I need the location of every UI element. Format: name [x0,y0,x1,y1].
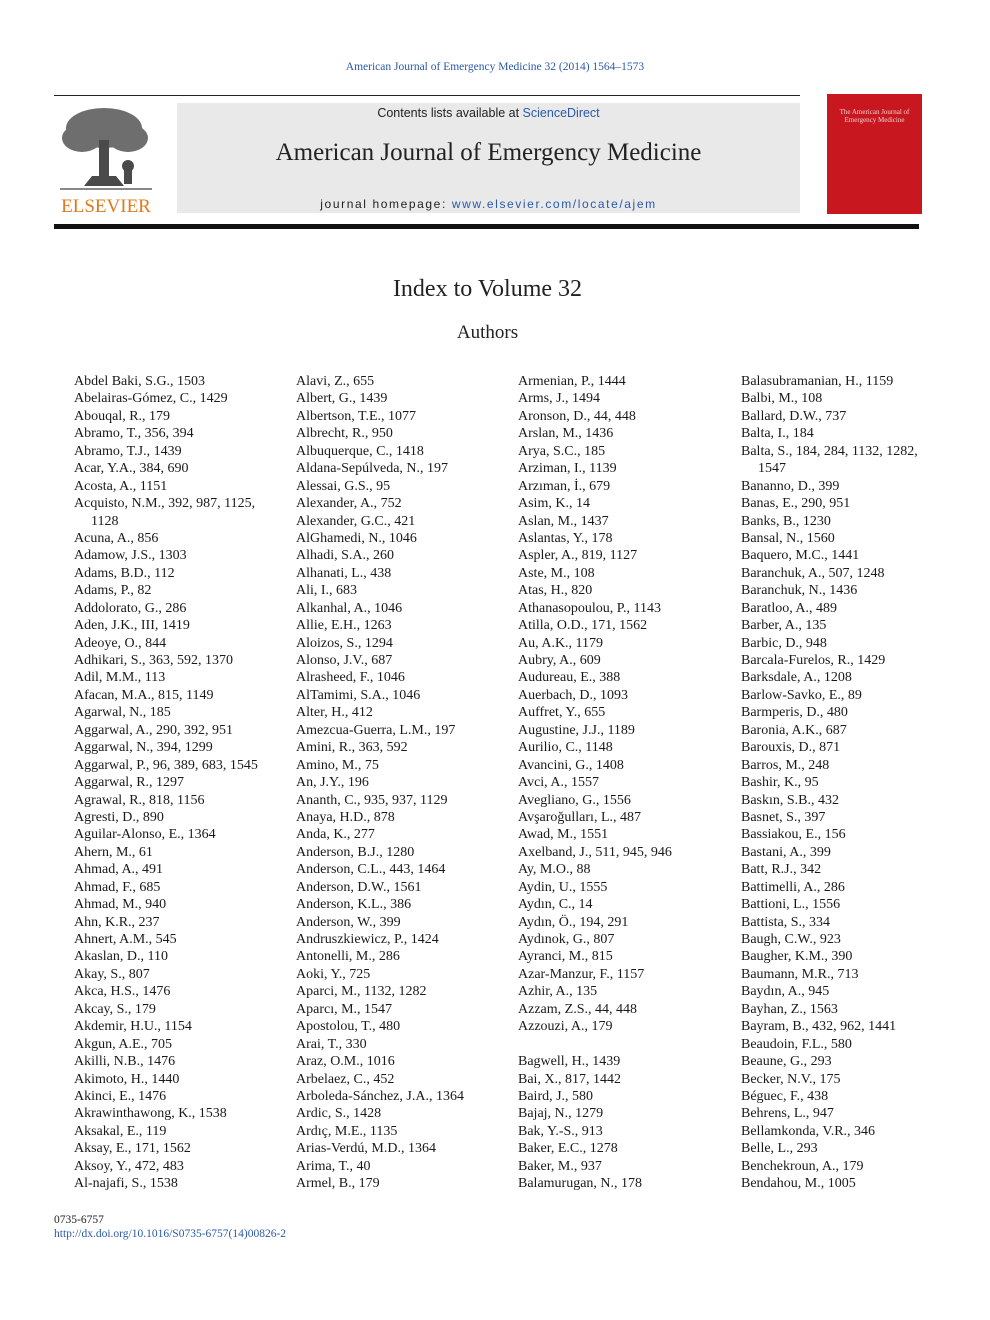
author-index-entry: Avegliano, G., 1556 [518,792,631,808]
author-index-entry: Acquisto, N.M., 392, 987, 1125, 1128 [74,496,256,529]
author-index-entry: Anderson, K.L., 386 [296,897,412,913]
author-index-entry: Aydin, U., 1555 [518,879,608,895]
homepage-label: journal homepage: [320,197,452,211]
author-index-entry: Ballard, D.W., 737 [741,408,847,424]
author-index-entry: Albertson, T.E., 1077 [296,408,417,424]
author-index-entry: Battioni, L., 1556 [741,897,841,913]
author-index-entry: Alonso, J.V., 687 [296,653,393,668]
author-index-entry: Apostolou, T., 480 [296,1019,401,1035]
author-index-entry: Adhikari, S., 363, 592, 1370 [74,653,234,668]
author-index-entry: Albert, G., 1439 [296,391,388,407]
author-index-entry: Avci, A., 1557 [518,775,600,791]
author-index-entry: Bayram, B., 432, 962, 1441 [741,1019,897,1035]
author-index-entry: Balbi, M., 108 [741,391,823,407]
author-index-entry: Abelairas-Gómez, C., 1429 [74,391,228,407]
sciencedirect-link[interactable]: ScienceDirect [522,106,600,120]
author-index-entry: Aste, M., 108 [518,565,595,581]
author-index-entry: Barksdale, A., 1208 [741,670,852,686]
author-index-entry: Auerbach, D., 1093 [518,687,629,703]
author-index-entry: Baugh, C.W., 923 [741,932,841,947]
page-title: Index to Volume 32 [392,276,583,302]
author-index-entry: Aydın, Ö., 194, 291 [518,914,629,930]
author-index-entry: Ahern, M., 61 [74,844,153,860]
author-index-entry: Arima, T., 40 [296,1158,371,1174]
author-index-entry: Atas, H., 820 [518,583,593,599]
author-index-entry: Barmperis, D., 480 [741,705,848,721]
author-index-entry: Akinci, E., 1476 [74,1088,167,1104]
journal-cover-thumbnail[interactable] [827,94,922,214]
author-index-entry: Bajaj, N., 1279 [518,1106,604,1122]
author-index-entry: Anderson, B.J., 1280 [296,844,415,860]
author-index-entry: Bashir, K., 95 [741,775,819,791]
journal-citation[interactable]: American Journal of Emergency Medicine 32 (2014) 1564–1573 [345,61,645,73]
author-index-entry: Arboleda-Sánchez, J.A., 1364 [296,1088,464,1104]
section-title: Authors [456,322,519,343]
author-index-entry: Acar, Y.A., 384, 690 [74,461,189,477]
author-index-entry: Awad, M., 1551 [518,827,609,843]
author-index-entry: Ahnert, A.M., 545 [74,932,177,947]
author-index-entry: Baumann, M.R., 713 [741,966,859,982]
author-index-entry: Ardic, S., 1428 [296,1106,382,1122]
author-index-entry: Addolorato, G., 286 [74,600,187,616]
author-index-entry: Aden, J.K., III, 1419 [74,618,190,634]
author-index-entry: Albrecht, R., 950 [296,426,393,442]
author-index-entry: Akgun, A.E., 705 [74,1036,172,1052]
author-index-entry: Acuna, A., 856 [74,530,159,546]
author-index-entry: Akrawinthawong, K., 1538 [74,1106,227,1122]
author-index-entry: Alkanhal, A., 1046 [296,600,403,616]
author-index-entry: Beaudoin, F.L., 580 [741,1036,852,1052]
author-index-entry: Anderson, C.L., 443, 1464 [296,862,446,878]
author-index-entry: Aksoy, Y., 472, 483 [74,1158,184,1174]
author-index-entry: Aldana-Sepúlveda, N., 197 [296,461,449,477]
author-index-entry: Balasubramanian, H., 1159 [741,374,894,389]
author-index-entry: Becker, N.V., 175 [741,1071,841,1087]
author-index-entry: Agresti, D., 890 [74,809,164,825]
author-index-entry: Aronson, D., 44, 448 [518,408,636,424]
author-column-2 [296,373,496,1193]
author-index-entry: Arms, J., 1494 [518,391,601,407]
author-index-entry: Acosta, A., 1151 [74,478,168,494]
author-index-entry: Avancini, G., 1408 [518,757,624,773]
author-index-entry: Ayranci, M., 815 [518,949,613,965]
author-index-entry: Aoki, Y., 725 [296,966,371,982]
author-column-3 [518,373,718,1193]
author-index-entry: Bayhan, Z., 1563 [741,1001,838,1017]
author-index-entry: Ay, M.O., 88 [518,862,591,878]
author-index-entry: Barouxis, D., 871 [741,740,841,756]
author-index-entry: Arslan, M., 1436 [518,426,614,442]
author-index-entry: Baronia, A.K., 687 [741,722,847,738]
author-index-entry: Armel, B., 179 [296,1176,380,1192]
journal-banner [177,103,800,213]
author-index-entry: Alavi, Z., 655 [296,374,375,389]
author-index-entry: Baker, M., 937 [518,1158,602,1174]
author-index-entry: Aparci, M., 1132, 1282 [296,984,427,1000]
author-index-entry: Abouqal, R., 179 [74,408,171,424]
author-index-entry: Afacan, M.A., 815, 1149 [74,687,214,703]
author-index-entry: Baquero, M.C., 1441 [741,548,860,564]
author-index-entry: Anderson, W., 399 [296,914,401,930]
cover-title: The American Journal of Emergency Medicine [839,108,910,124]
journal-homepage [177,197,800,211]
author-index-entry: Alexander, G.C., 421 [296,513,416,529]
doi-link[interactable]: http://dx.doi.org/10.1016/S0735-6757(14)00826-2 [54,1228,287,1240]
author-index-entry: Barber, A., 135 [741,618,827,634]
author-index-entry: Aksay, E., 171, 1562 [74,1141,191,1157]
author-index-entry: Ali, I., 683 [296,583,358,599]
author-index-entry: Bananno, D., 399 [741,478,840,494]
author-index-entry: Antonelli, M., 286 [296,949,400,965]
author-index-entry: Agarwal, N., 185 [74,705,171,721]
author-index-entry: Avşaroğulları, L., 487 [518,809,641,825]
author-index-entry: Balamurugan, N., 178 [518,1176,643,1192]
header-top-rule [54,95,800,96]
author-index-entry: Adamow, J.S., 1303 [74,548,187,564]
author-index-entry: Baugher, K.M., 390 [741,949,853,965]
author-index-entry: Alter, H., 412 [296,705,373,721]
author-index-entry: Amezcua-Guerra, L.M., 197 [296,722,456,738]
author-index-entry: Batt, R.J., 342 [741,862,822,878]
author-index-entry: Aydın, C., 14 [518,897,593,913]
author-index-entry: Abramo, T.J., 1439 [74,443,182,459]
author-index-entry: Bastani, A., 399 [741,844,831,860]
elsevier-wordmark: ELSEVIER [61,196,151,216]
author-index-entry: Akca, H.S., 1476 [74,984,171,1000]
author-index-entry: Alexander, A., 752 [296,496,402,512]
author-index-entry: Banks, B., 1230 [741,513,831,529]
elsevier-logo [54,104,158,216]
author-index-entry: Alhadi, S.A., 260 [296,548,394,564]
author-index-entry: Azar-Manzur, F., 1157 [518,966,645,982]
author-index-entry: Barlow-Savko, E., 89 [741,687,862,703]
author-index-entry: Aurilio, C., 1148 [518,740,613,756]
author-index-entry: Aubry, A., 609 [518,653,601,668]
author-index-entry: Ahmad, F., 685 [74,879,161,895]
author-index-entry: Ahn, K.R., 237 [74,914,160,930]
author-index-entry: Bellamkonda, V.R., 346 [741,1123,876,1139]
homepage-link[interactable]: www.elsevier.com/locate/ajem [451,197,657,211]
author-index-entry: Azzam, Z.S., 44, 448 [518,1001,637,1017]
author-index-entry: Aspler, A., 819, 1127 [518,548,638,564]
author-index-entry: Aggarwal, N., 394, 1299 [74,740,213,756]
tree-icon [54,104,158,216]
author-column-1 [74,373,274,1193]
author-index-entry: Akdemir, H.U., 1154 [74,1019,192,1035]
author-index-entry: Arzıman, İ., 679 [518,478,611,494]
author-index-entry: Akimoto, H., 1440 [74,1071,180,1087]
author-index-entry: Banas, E., 290, 951 [741,496,851,512]
author-index-entry: Barcala-Furelos, R., 1429 [741,653,886,668]
author-index-entry: Bassiakou, E., 156 [741,827,846,843]
author-index-entry: Anderson, D.W., 1561 [296,879,422,895]
contents-prefix: Contents lists available at [377,106,523,120]
author-index-entry: Adil, M.M., 113 [74,670,166,686]
author-index-entry: Arbelaez, C., 452 [296,1071,395,1087]
author-index-entry: Aloizos, S., 1294 [296,635,393,651]
author-index-entry: Bak, Y.-S., 913 [518,1123,603,1139]
author-index-entry: Aydınok, G., 807 [518,932,615,947]
author-index-entry: Bagwell, H., 1439 [518,1054,621,1070]
author-index-entry: Aguilar-Alonso, E., 1364 [74,827,216,843]
author-index-entry: AlGhamedi, N., 1046 [296,530,417,546]
author-index-entry: Baranchuk, N., 1436 [741,583,858,599]
author-index-entry: Adeoye, O., 844 [74,635,167,651]
contents-line [177,106,800,120]
author-index-entry: Amini, R., 363, 592 [296,740,408,756]
author-index-entry: Battimelli, A., 286 [741,879,845,895]
author-index-entry: Ardıç, M.E., 1135 [296,1123,398,1139]
author-index-entry: Benchekroun, A., 179 [741,1158,864,1174]
author-index-entry: Baydın, A., 945 [741,984,830,1000]
author-index-entry: Bendahou, M., 1005 [741,1176,856,1192]
author-index-entry: Araz, O.M., 1016 [296,1054,395,1070]
author-index-entry: Arya, S.C., 185 [518,443,606,459]
issn: 0735-6757 [54,1214,104,1226]
author-index-entry: Arziman, I., 1139 [518,461,617,477]
author-index-entry: Augustine, J.J., 1189 [518,722,635,738]
author-index-entry: Andruszkiewicz, P., 1424 [296,932,439,947]
author-index-entry: Audureau, E., 388 [518,670,621,686]
author-index-entry: Aggarwal, R., 1297 [74,775,185,791]
author-index-entry: Athanasopoulou, P., 1143 [518,600,661,616]
author-index-entry: Amino, M., 75 [296,757,379,773]
author-index-entry: Balta, S., 184, 284, 1132, 1282, 1547 [741,443,918,477]
author-index-entry: Aslan, M., 1437 [518,513,609,529]
author-index-entry: Akaslan, D., 110 [74,949,168,965]
author-index-entry: Arai, T., 330 [296,1036,367,1052]
author-index-entry: AlTamimi, S.A., 1046 [296,687,421,703]
author-index-entry: Alrasheed, F., 1046 [296,670,405,686]
author-index-entry: Agrawal, R., 818, 1156 [74,792,205,808]
journal-title: American Journal of Emergency Medicine [275,139,702,166]
author-index-entry: Adams, B.D., 112 [74,565,175,581]
author-index-entry: Alessai, G.S., 95 [296,478,391,494]
author-index-entry: Baratloo, A., 489 [741,600,838,616]
author-index-entry: An, J.Y., 196 [296,775,369,791]
author-index-entry: Aparcı, M., 1547 [296,1001,393,1017]
author-index-entry: Baranchuk, A., 507, 1248 [741,565,885,581]
author-index-entry: Barbic, D., 948 [741,635,827,651]
author-index-entry: Akcay, S., 179 [74,1001,156,1017]
header-divider [54,224,919,229]
author-index-entry: Balta, I., 184 [741,426,814,442]
author-index-entry: Bansal, N., 1560 [741,530,835,546]
author-index-entry: Belle, L., 293 [741,1141,818,1157]
author-index-entry: Basnet, S., 397 [741,809,826,825]
author-index-entry: Azzouzi, A., 179 [518,1019,613,1035]
author-index-entry: Aslantas, Y., 178 [518,530,613,546]
author-index-entry: Adams, P., 82 [74,583,152,599]
author-index-entry: Alhanati, L., 438 [296,565,392,581]
author-index-entry: Arias-Verdú, M.D., 1364 [296,1141,436,1157]
author-index-entry: Ahmad, M., 940 [74,897,167,913]
author-index-entry: Au, A.K., 1179 [518,635,604,651]
author-index-entry: Baskın, S.B., 432 [741,792,840,808]
author-index-entry: Azhir, A., 135 [518,984,598,1000]
author-index-entry: Aggarwal, P., 96, 389, 683, 1545 [74,757,258,773]
author-index-entry: Atilla, O.D., 171, 1562 [518,618,648,634]
author-index-entry: Baker, E.C., 1278 [518,1141,618,1157]
author-index-entry: Akay, S., 807 [74,966,150,982]
author-index-entry: Ananth, C., 935, 937, 1129 [296,792,448,808]
author-index-entry: Anda, K., 277 [296,827,375,843]
author-column-4 [741,373,941,1193]
author-index-entry: Axelband, J., 511, 945, 946 [518,844,672,860]
author-index-entry: Al-najafi, S., 1538 [74,1176,178,1192]
author-index-entry: Behrens, L., 947 [741,1106,834,1122]
author-index-entry: Aggarwal, A., 290, 392, 951 [74,722,234,738]
author-index-entry: Albuquerque, C., 1418 [296,443,424,459]
author-index-entry: Allie, E.H., 1263 [296,618,392,634]
author-index-entry: Ahmad, A., 491 [74,862,164,878]
author-index-entry: Auffret, Y., 655 [518,705,606,721]
author-index-entry: Aksakal, E., 119 [74,1123,167,1139]
author-index-entry: Abdel Baki, S.G., 1503 [74,374,206,389]
author-index-entry: Asim, K., 14 [518,496,590,512]
author-index-entry: Akilli, N.B., 1476 [74,1054,176,1070]
author-index-entry: Battista, S., 334 [741,914,831,930]
author-index-entry: Bai, X., 817, 1442 [518,1071,622,1087]
author-index-entry: Barros, M., 248 [741,757,830,773]
author-index-entry: Béguec, F., 438 [741,1088,829,1104]
author-index-entry: Beaune, G., 293 [741,1054,832,1070]
author-index-entry: Armenian, P., 1444 [518,374,626,389]
author-index-entry: Abramo, T., 356, 394 [74,426,194,442]
author-index-entry: Baird, J., 580 [518,1089,594,1104]
author-index-entry: Anaya, H.D., 878 [296,809,395,825]
